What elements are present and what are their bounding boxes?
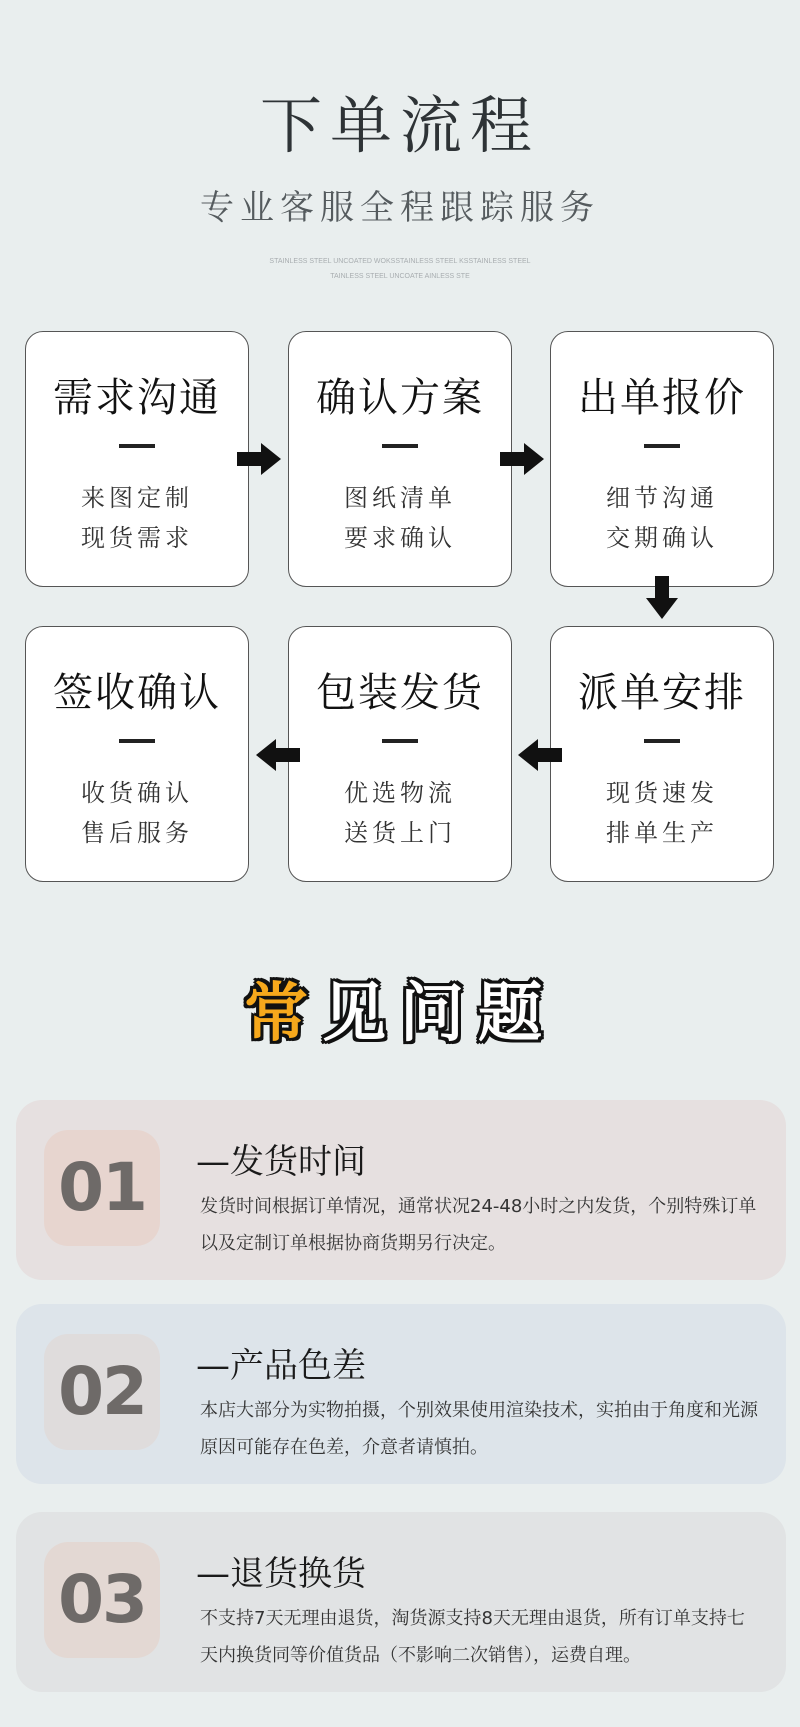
step-desc-line-1: 收货确认: [81, 779, 193, 807]
step-desc-line-1: 来图定制: [81, 484, 193, 512]
step-divider: [382, 739, 418, 743]
faq-number-badge: 01: [44, 1130, 160, 1246]
decorative-text-line-2: TAINLESS STEEL UNCOATE AINLESS STE: [330, 273, 470, 280]
step-desc-line-1: 细节沟通: [606, 484, 718, 512]
faq-answer: 不支持7天无理由退货，淘货源支持8天无理由退货，所有订单支持七天内换货同等价值货品（不影响二次销售），运费自理。: [200, 1608, 745, 1666]
faq-number-badge: 02: [44, 1334, 160, 1450]
faq-answer: 本店大部分为实物拍摄，个别效果使用渲染技术，实拍由于角度和光源原因可能存在色差，介意者请慎拍。: [200, 1400, 758, 1458]
faq-answer: 发货时间根据订单情况，通常状况24-48小时之内发货，个别特殊订单以及定制订单根据协商货期另行决定。: [200, 1196, 757, 1254]
faq-card-3: [16, 1512, 786, 1692]
step-card-4: [550, 626, 774, 882]
step-divider: [644, 739, 680, 743]
step-desc-line-2: 要求确认: [344, 524, 456, 552]
faq-question: —退货换货: [196, 1554, 366, 1594]
step-card-5: [288, 626, 512, 882]
step-desc-line-1: 现货速发: [606, 779, 718, 807]
faq-title-highlight: 常: [244, 977, 322, 1051]
arrow-right-icon: [500, 443, 546, 475]
faq-card-1: [16, 1100, 786, 1280]
step-title: 包装发货: [316, 670, 484, 716]
step-desc-line-2: 售后服务: [81, 819, 193, 847]
step-desc-line-2: 现货需求: [81, 524, 193, 552]
step-card-2: [288, 331, 512, 587]
arrow-right-icon: [237, 443, 283, 475]
step-card-1: [25, 331, 249, 587]
step-title: 出单报价: [578, 375, 746, 421]
step-divider: [119, 444, 155, 448]
step-divider: [119, 739, 155, 743]
arrow-left-icon: [254, 739, 300, 771]
faq-number-badge: 03: [44, 1542, 160, 1658]
step-divider: [382, 444, 418, 448]
step-title: 确认方案: [316, 375, 484, 421]
step-title: 派单安排: [578, 670, 746, 716]
step-desc-line-2: 送货上门: [344, 819, 456, 847]
faq-card-2: [16, 1304, 786, 1484]
faq-question: —发货时间: [196, 1142, 366, 1182]
page-subtitle: 专业客服全程跟踪服务: [200, 188, 600, 228]
step-title: 签收确认: [53, 670, 221, 716]
step-desc-line-2: 交期确认: [606, 524, 718, 552]
step-divider: [644, 444, 680, 448]
faq-title-rest: 见问题: [322, 977, 556, 1051]
arrow-left-icon: [516, 739, 562, 771]
step-card-6: [25, 626, 249, 882]
arrow-down-icon: [646, 576, 678, 620]
step-desc-line-2: 排单生产: [606, 819, 718, 847]
step-title: 需求沟通: [53, 375, 221, 421]
faq-section-title: [0, 962, 800, 1054]
faq-question: —产品色差: [196, 1346, 366, 1386]
step-desc-line-1: 优选物流: [344, 779, 456, 807]
step-card-3: [550, 331, 774, 587]
decorative-text-line-1: STAINLESS STEEL UNCOATED WOKSSTAINLESS STEEL KSSTAINLESS STEEL: [269, 258, 531, 265]
step-desc-line-1: 图纸清单: [344, 484, 456, 512]
page-title: 下单流程: [259, 89, 540, 162]
